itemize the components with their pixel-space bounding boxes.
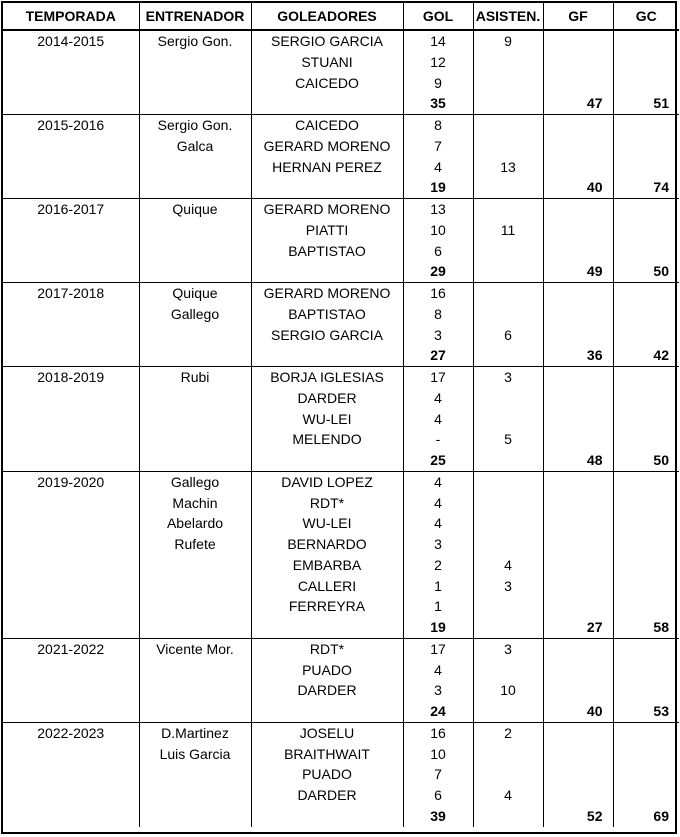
header-temporada: TEMPORADA (3, 3, 139, 30)
scorer-goals: 2 (434, 556, 442, 573)
goals-cell (403, 471, 473, 638)
season-label: 2015-2016 (37, 117, 105, 133)
spacer (474, 701, 543, 722)
scorer-name: EMBARBA (292, 556, 362, 573)
spacer (544, 115, 613, 136)
scorer-name: RDT* (309, 494, 345, 511)
scorer-goals: 3 (434, 326, 442, 343)
scorer-goals: 8 (434, 117, 442, 133)
scorer-name: BAPTISTAO (288, 305, 366, 322)
coach-name: Abelardo (166, 515, 224, 532)
season-cell (3, 638, 139, 722)
spacer (544, 534, 613, 555)
scorer-goals: 1 (434, 577, 442, 594)
spacer (474, 450, 543, 471)
spacer (544, 199, 613, 220)
scorer-name: CALLERI (297, 577, 357, 594)
spacer (614, 534, 680, 555)
season-cell (3, 30, 139, 115)
coach-name: Vicente Mor. (156, 640, 234, 657)
goals-against-cell (613, 199, 679, 283)
scorer-goals: 6 (434, 242, 442, 259)
scorers-cell (251, 471, 403, 638)
scorer-name: DAVID LOPEZ (281, 473, 373, 490)
scorer-assists: 5 (504, 431, 512, 448)
scorer-goals: 10 (430, 745, 446, 762)
scorer-name: BAPTISTAO (288, 242, 366, 259)
goals-for: 27 (586, 619, 603, 635)
spacer (252, 93, 403, 114)
assists-cell (473, 115, 543, 199)
spacer (614, 639, 680, 660)
scorer-name: PUADO (302, 766, 352, 783)
spacer (614, 157, 680, 178)
scorer-goals: 10 (430, 221, 446, 238)
scorers-cell (251, 367, 403, 472)
goals-cell (403, 638, 473, 722)
scorer-assists (474, 115, 543, 136)
scorer-goals: 4 (434, 661, 442, 678)
scorer-assists (474, 596, 543, 617)
season-label: 2016-2017 (37, 201, 105, 217)
scorer-name: MELENDO (292, 431, 362, 448)
goals-against-cell (613, 367, 679, 472)
scorer-assists (474, 513, 543, 534)
spacer (614, 283, 680, 304)
spacer (544, 744, 613, 765)
scorer-assists: 10 (500, 682, 516, 699)
coach-name: Quique (172, 201, 218, 217)
season-label: 2021-2022 (37, 640, 105, 657)
scorer-goals: 12 (430, 53, 446, 70)
scorer-assists (474, 534, 543, 555)
scorers-cell (251, 638, 403, 722)
scorer-goals: 14 (430, 33, 446, 49)
spacer (544, 723, 613, 744)
scorer-assists: 3 (504, 577, 512, 594)
season-row (3, 283, 679, 367)
scorer-assists (474, 73, 543, 94)
coach-cell (139, 367, 251, 472)
coach-cell (139, 115, 251, 199)
scorer-assists (474, 409, 543, 430)
goals-against: 51 (653, 95, 669, 112)
scorer-name: WU-LEI (302, 410, 352, 427)
spacer (614, 576, 680, 597)
season-row (3, 367, 679, 472)
spacer (544, 596, 613, 617)
coach-name: Luis Garcia (159, 745, 231, 762)
spacer (614, 304, 680, 325)
spacer (544, 764, 613, 785)
scorer-name: BERNARDO (287, 536, 367, 552)
spacer (544, 680, 613, 701)
spacer (252, 345, 403, 366)
spacer (252, 806, 403, 827)
stats-table-frame (1, 1, 677, 834)
goals-cell (403, 30, 473, 115)
coach-cell (139, 722, 251, 826)
season-row (3, 722, 679, 826)
goals-against-cell (613, 638, 679, 722)
scorer-goals: 8 (434, 305, 442, 322)
spacer (614, 596, 680, 617)
spacer (544, 513, 613, 534)
spacer (614, 136, 680, 157)
total-goals: 39 (430, 807, 446, 824)
scorer-assists (474, 493, 543, 514)
goals-for-cell (543, 638, 613, 722)
scorers-cell (251, 722, 403, 826)
scorer-goals: 7 (434, 137, 442, 154)
scorer-goals: 4 (434, 410, 442, 427)
spacer (614, 513, 680, 534)
scorer-name: JOSELU (299, 724, 355, 741)
coach-cell (139, 283, 251, 367)
assists-cell (473, 638, 543, 722)
spacer (474, 261, 543, 282)
scorer-name: GERARD MORENO (263, 137, 391, 154)
spacer (614, 785, 680, 806)
spacer (544, 409, 613, 430)
goals-cell (403, 283, 473, 367)
spacer (614, 764, 680, 785)
goals-for-cell (543, 367, 613, 472)
spacer (544, 136, 613, 157)
season-label: 2018-2019 (37, 369, 105, 385)
scorer-assists: 2 (504, 724, 512, 741)
scorer-assists (474, 136, 543, 157)
scorer-assists: 3 (504, 369, 512, 385)
goals-for: 52 (586, 807, 603, 824)
scorer-name: BORJA IGLESIAS (270, 369, 384, 385)
goals-against-cell (613, 115, 679, 199)
spacer (474, 177, 543, 198)
coach-name: Quique (172, 285, 218, 301)
spacer (544, 555, 613, 576)
spacer (544, 429, 613, 450)
goals-against-cell (613, 283, 679, 367)
scorer-goals: 16 (430, 285, 446, 301)
coach-name: Sergio Gon. (157, 117, 233, 133)
season-cell (3, 283, 139, 367)
scorer-goals: 4 (434, 158, 442, 175)
scorer-assists (474, 764, 543, 785)
goals-for: 49 (586, 263, 603, 280)
spacer (614, 325, 680, 346)
scorer-name: SERGIO GARCIA (270, 33, 384, 49)
scorer-assists (474, 660, 543, 681)
coach-name: D.Martinez (161, 724, 229, 741)
spacer (544, 367, 613, 388)
scorer-name: HERNAN PEREZ (272, 158, 382, 175)
scorer-goals: 3 (434, 536, 442, 552)
goals-against: 50 (653, 263, 669, 280)
scorer-name: DARDER (297, 389, 357, 406)
spacer (544, 157, 613, 178)
spacer (614, 493, 680, 514)
spacer (252, 261, 403, 282)
scorer-goals: 4 (434, 389, 442, 406)
goals-for: 40 (586, 703, 603, 719)
spacer (614, 723, 680, 744)
coach-name: Gallego (170, 473, 220, 490)
spacer (544, 325, 613, 346)
assists-cell (473, 199, 543, 283)
scorer-goals: 4 (434, 515, 442, 532)
total-goals: 19 (430, 619, 446, 635)
season-row (3, 199, 679, 283)
season-row (3, 471, 679, 638)
scorer-assists (474, 472, 543, 493)
spacer (544, 304, 613, 325)
scorer-assists: 4 (504, 556, 512, 573)
scorer-name: WU-LEI (302, 515, 352, 532)
spacer (614, 744, 680, 765)
goals-cell (403, 199, 473, 283)
total-goals: 29 (430, 263, 446, 280)
season-row (3, 30, 679, 115)
scorer-assists (474, 388, 543, 409)
scorers-cell (251, 115, 403, 199)
spacer (544, 472, 613, 493)
scorer-name: GERARD MORENO (263, 201, 391, 217)
spacer (544, 241, 613, 262)
season-row (3, 115, 679, 199)
coach-name: Galca (176, 137, 214, 154)
goals-for-cell (543, 283, 613, 367)
spacer (252, 701, 403, 722)
spacer (474, 617, 543, 638)
header-gc: GC (613, 3, 679, 30)
coach-name: Rubi (180, 369, 210, 385)
scorer-assists: 6 (504, 326, 512, 343)
scorer-assists (474, 744, 543, 765)
spacer (614, 660, 680, 681)
scorer-assists (474, 199, 543, 220)
goals-against: 50 (653, 452, 669, 468)
header-entrenador: ENTRENADOR (139, 3, 251, 30)
goals-against: 53 (653, 703, 669, 719)
goals-against-cell (613, 30, 679, 115)
coach-cell (139, 638, 251, 722)
goals-for-cell (543, 199, 613, 283)
spacer (614, 680, 680, 701)
scorer-assists: 13 (500, 158, 516, 175)
scorer-assists: 9 (504, 33, 512, 49)
scorer-goals: 1 (434, 598, 442, 615)
spacer (544, 639, 613, 660)
season-label: 2014-2015 (37, 33, 105, 49)
spacer (614, 388, 680, 409)
spacer (614, 220, 680, 241)
goals-cell (403, 115, 473, 199)
scorer-goals: 9 (434, 74, 442, 91)
spacer (614, 199, 680, 220)
spacer (474, 93, 543, 114)
spacer (614, 367, 680, 388)
spacer (544, 73, 613, 94)
season-row (3, 638, 679, 722)
coach-name: Rufete (174, 536, 216, 552)
spacer (544, 283, 613, 304)
spacer (614, 409, 680, 430)
spacer (474, 345, 543, 366)
scorers-cell (251, 30, 403, 115)
season-label: 2022-2023 (37, 724, 105, 741)
coach-cell (139, 30, 251, 115)
season-stats-table (3, 3, 679, 827)
total-goals: 19 (430, 179, 446, 196)
goals-against: 58 (653, 619, 669, 635)
coach-name: Sergio Gon. (157, 33, 233, 49)
header-gol: GOL (403, 3, 473, 30)
scorer-name: FERREYRA (288, 598, 366, 615)
goals-for-cell (543, 471, 613, 638)
goals-against-cell (613, 471, 679, 638)
scorer-name: CAICEDO (295, 74, 359, 91)
coach-name: Machin (172, 494, 218, 511)
scorer-assists (474, 304, 543, 325)
goals-against: 74 (653, 179, 669, 196)
season-rows (3, 30, 679, 827)
scorer-name: SERGIO GARCIA (270, 326, 384, 343)
scorer-name: DARDER (297, 682, 357, 699)
scorer-assists (474, 283, 543, 304)
spacer (614, 472, 680, 493)
scorer-assists: 11 (500, 221, 516, 238)
assists-cell (473, 30, 543, 115)
spacer (614, 429, 680, 450)
scorer-name: CAICEDO (295, 117, 359, 133)
scorer-name: DARDER (297, 787, 357, 803)
spacer (614, 555, 680, 576)
goals-for-cell (543, 30, 613, 115)
header-goleadores: GOLEADORES (251, 3, 403, 30)
spacer (544, 785, 613, 806)
spacer (544, 52, 613, 73)
spacer (252, 617, 403, 638)
spacer (544, 220, 613, 241)
scorer-goals: - (435, 431, 441, 448)
total-goals: 24 (430, 703, 446, 719)
total-goals: 25 (430, 452, 446, 468)
spacer (614, 241, 680, 262)
coach-cell (139, 471, 251, 638)
scorer-goals: 7 (434, 766, 442, 783)
goals-for: 36 (586, 347, 603, 364)
spacer (614, 52, 680, 73)
spacer (614, 73, 680, 94)
scorer-goals: 3 (434, 682, 442, 699)
assists-cell (473, 283, 543, 367)
spacer (544, 576, 613, 597)
header-row (3, 3, 679, 30)
scorer-goals: 6 (434, 787, 442, 803)
scorer-goals: 16 (430, 724, 446, 741)
season-cell (3, 367, 139, 472)
assists-cell (473, 722, 543, 826)
scorer-name: BRAITHWAIT (284, 745, 370, 762)
goals-against-cell (613, 722, 679, 826)
scorer-assists: 4 (504, 787, 512, 803)
goals-cell (403, 367, 473, 472)
goals-against: 42 (653, 347, 669, 364)
coach-cell (139, 199, 251, 283)
goals-against: 69 (653, 807, 669, 824)
season-cell (3, 471, 139, 638)
spacer (252, 450, 403, 471)
scorer-goals: 4 (434, 473, 442, 490)
goals-for: 40 (586, 179, 603, 196)
assists-cell (473, 367, 543, 472)
season-cell (3, 722, 139, 826)
spacer (544, 388, 613, 409)
scorer-name: PIATTI (305, 221, 349, 238)
scorer-goals: 17 (430, 640, 446, 657)
scorer-assists (474, 241, 543, 262)
scorers-cell (251, 199, 403, 283)
scorer-goals: 13 (430, 201, 446, 217)
scorer-name: RDT* (309, 640, 345, 657)
goals-for: 47 (586, 95, 603, 112)
season-cell (3, 115, 139, 199)
spacer (252, 177, 403, 198)
total-goals: 27 (430, 347, 446, 364)
spacer (474, 806, 543, 827)
spacer (614, 31, 680, 52)
scorer-goals: 4 (434, 494, 442, 511)
scorer-assists: 3 (504, 640, 512, 657)
scorer-assists (474, 52, 543, 73)
coach-name: Gallego (170, 305, 220, 322)
season-label: 2019-2020 (37, 473, 105, 490)
header-asisten: ASISTEN. (473, 3, 543, 30)
goals-for-cell (543, 722, 613, 826)
spacer (614, 115, 680, 136)
scorer-name: STUANI (301, 53, 353, 70)
scorer-name: PUADO (302, 661, 352, 678)
spacer (544, 493, 613, 514)
spacer (544, 660, 613, 681)
goals-for: 48 (586, 452, 603, 468)
scorer-name: GERARD MORENO (263, 285, 391, 301)
scorer-goals: 17 (430, 369, 446, 385)
season-cell (3, 199, 139, 283)
assists-cell (473, 471, 543, 638)
goals-cell (403, 722, 473, 826)
season-label: 2017-2018 (37, 285, 105, 301)
spacer (544, 31, 613, 52)
header-gf: GF (543, 3, 613, 30)
goals-for-cell (543, 115, 613, 199)
total-goals: 35 (430, 95, 446, 112)
scorers-cell (251, 283, 403, 367)
